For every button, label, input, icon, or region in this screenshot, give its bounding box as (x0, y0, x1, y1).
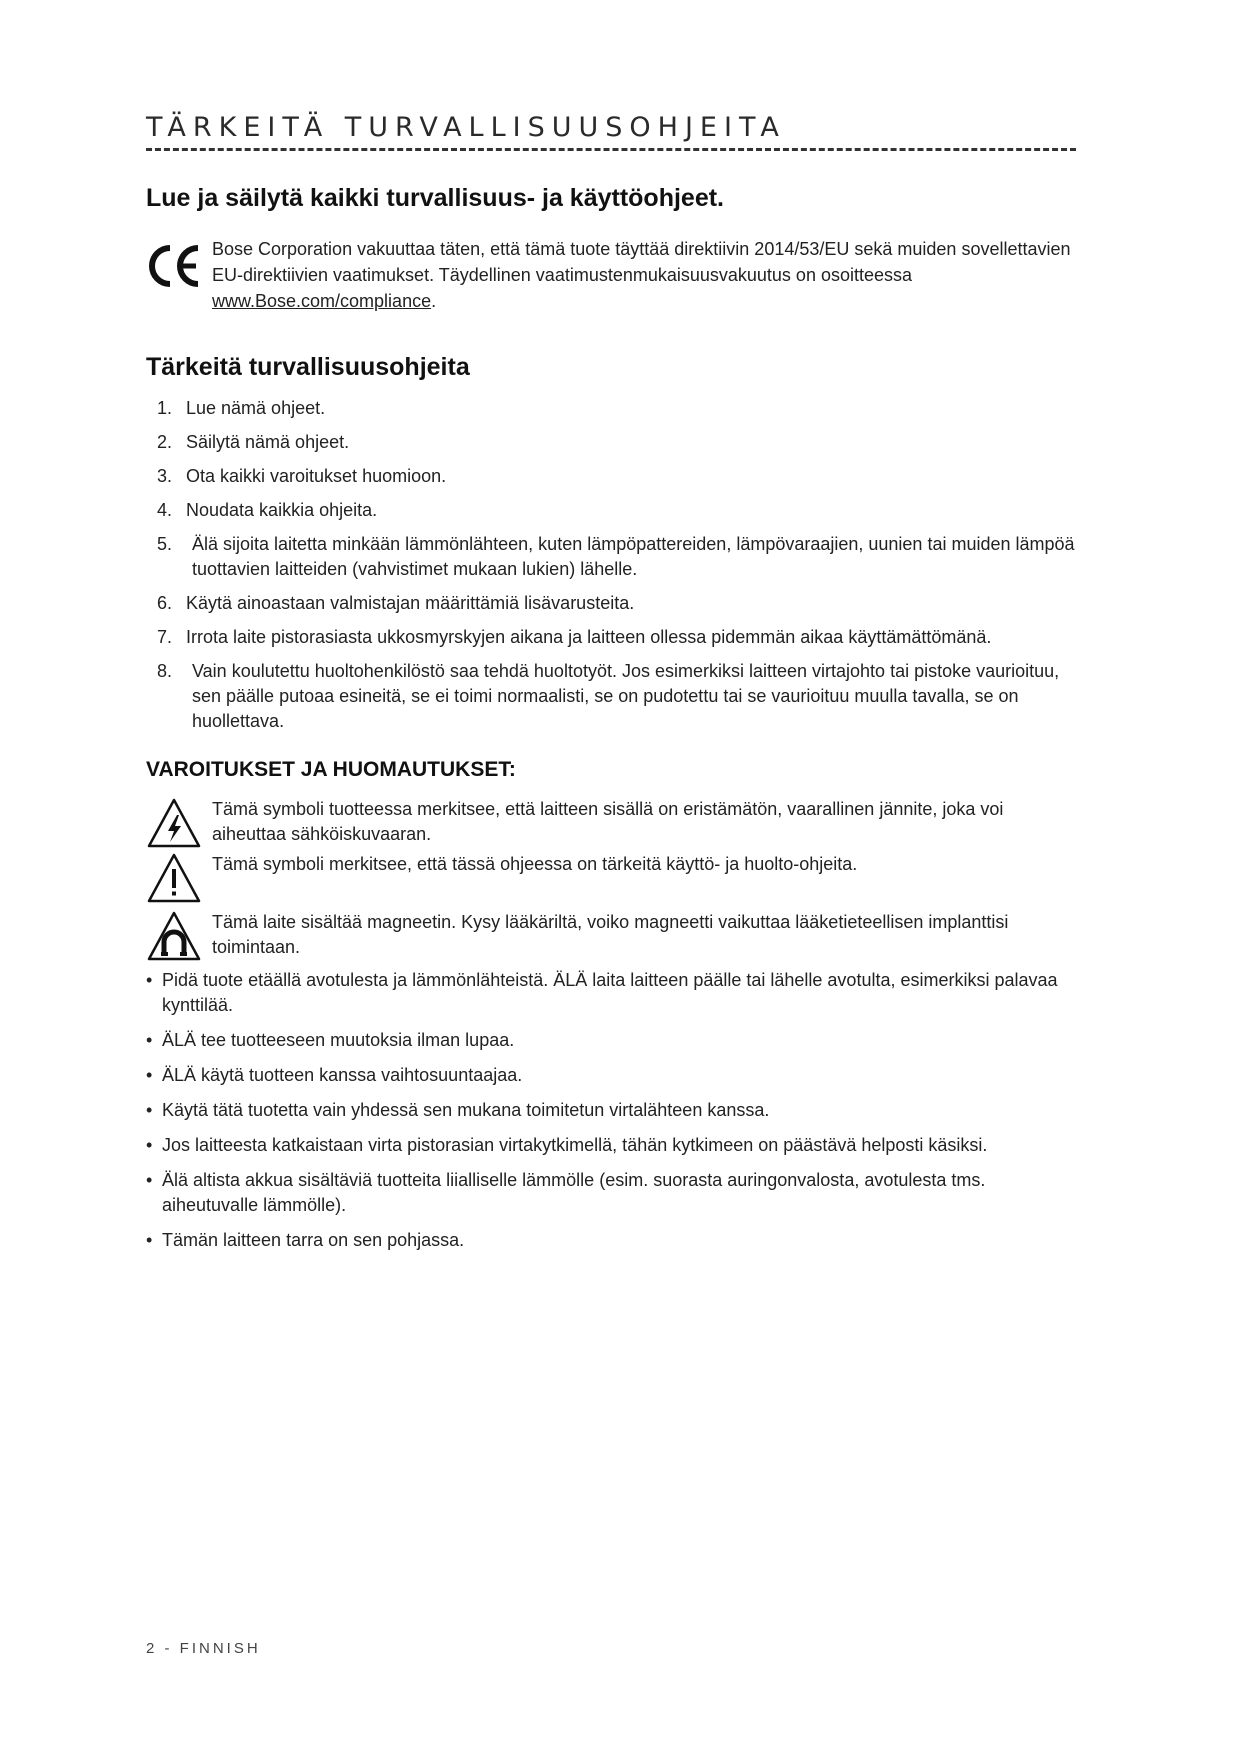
list-item (146, 430, 1076, 455)
warning-symbol-text: Tämä symboli merkitsee, että tässä ohjeessa on tärkeitä käyttö- ja huolto-ohjeita. (212, 854, 858, 874)
list-item-text: Pidä tuote etäällä avotulesta ja lämmönlähteistä. ÄLÄ laita laitteen päälle tai lähelle avotulta, esimerkiksi palavaa kynttilää. (162, 970, 1058, 1015)
list-item (146, 1098, 1076, 1123)
safety-instructions-list (146, 396, 1076, 743)
list-item-number: 6. (157, 593, 173, 613)
list-item (146, 1028, 1076, 1053)
list-item-text: Tämän laitteen tarra on sen pohjassa. (162, 1230, 465, 1250)
list-item-text: ÄLÄ käytä tuotteen kanssa vaihtosuuntaajaa. (162, 1065, 523, 1085)
bullet-marker: • (146, 1170, 153, 1190)
list-item (146, 532, 1076, 582)
list-item-text: Älä altista akkua sisältäviä tuotteita liialliselle lämmölle (esim. suorasta auringonvalosta, avotulesta tms. aiheutuvalle lämmölle). (162, 1170, 986, 1215)
list-item (146, 464, 1076, 489)
list-item-text: Älä sijoita laitetta minkään lämmönlähteen, kuten lämpöpattereiden, lämpövaraajien, uunien tai muiden lämpöä tuottavien laitteiden (vahvistimet mukaan lukien) lähelle. (192, 534, 1075, 579)
bullet-marker: • (146, 1030, 153, 1050)
magnet-warning-icon (146, 910, 202, 962)
title-divider (146, 148, 1076, 151)
list-item-text: Ota kaikki varoitukset huomioon. (186, 466, 447, 486)
list-item-text: Käytä tätä tuotetta vain yhdessä sen mukana toimitetun virtalähteen kanssa. (162, 1100, 770, 1120)
list-item-text: Irrota laite pistorasiasta ukkosmyrskyjen aikana ja laitteen ollessa pidemmän aikaa käyttämättömänä. (186, 627, 992, 647)
list-item-text: Vain koulutettu huoltohenkilöstö saa tehdä huoltotyöt. Jos esimerkiksi laitteen virtajohto tai pistoke vaurioituu, sen päälle putoaa esineitä, se ei toimi normaalisti, se on pudotettu tai se vaurioituu muulla tavalla, se on huollettava. (192, 661, 1060, 731)
list-item-text: Säilytä nämä ohjeet. (186, 432, 350, 452)
ce-declaration-text (212, 236, 1076, 314)
page-footer: 2 - FINNISH (146, 1640, 261, 1657)
list-item-text: Noudata kaikkia ohjeita. (186, 500, 378, 520)
list-item (146, 1063, 1076, 1088)
list-item (146, 968, 1076, 1018)
bullet-marker: • (146, 1230, 153, 1250)
list-item (146, 396, 1076, 421)
safety-heading: Tärkeitä turvallisuusohjeita (146, 353, 470, 381)
list-item-number: 5. (157, 534, 173, 554)
list-item (146, 1168, 1076, 1218)
warnings-heading: VAROITUKSET JA HUOMAUTUKSET: (146, 758, 516, 781)
list-item-text: ÄLÄ tee tuotteeseen muutoksia ilman lupaa. (162, 1030, 515, 1050)
list-item-number: 3. (157, 466, 173, 486)
list-item (146, 625, 1076, 650)
lightning-warning-icon (146, 797, 202, 849)
warning-symbol-text: Tämä laite sisältää magneetin. Kysy lääkäriltä, voiko magneetti vaikuttaa lääketieteellisen implanttisi toimintaan. (212, 912, 1009, 957)
list-item-text: Käytä ainoastaan valmistajan määrittämiä lisävarusteita. (186, 593, 635, 613)
warnings-bullet-list (146, 968, 1076, 1263)
ce-mark-icon (146, 240, 202, 292)
document-page (146, 0, 1076, 1754)
bullet-marker: • (146, 1065, 153, 1085)
list-item (146, 498, 1076, 523)
list-item-number: 7. (157, 627, 173, 647)
list-item-number: 1. (157, 398, 173, 418)
list-item-text: Lue nämä ohjeet. (186, 398, 326, 418)
list-item-number: 8. (157, 661, 173, 681)
list-item-text: Jos laitteesta katkaistaan virta pistorasian virtakytkimellä, tähän kytkimeen on päästävä helposti käsiksi. (162, 1135, 988, 1155)
compliance-link[interactable]: www.Bose.com/compliance (212, 291, 432, 311)
warning-symbol-text: Tämä symboli tuotteessa merkitsee, että laitteen sisällä on eristämätön, vaarallinen jännite, joka voi aiheuttaa sähköiskuvaaran. (212, 799, 1004, 844)
list-item (146, 1228, 1076, 1253)
list-item (146, 659, 1076, 734)
exclamation-warning-icon (146, 852, 202, 904)
bullet-marker: • (146, 1100, 153, 1120)
document-title: TÄRKEITÄ TURVALLISUUSOHJEITA (146, 112, 786, 143)
list-item (146, 1133, 1076, 1158)
ce-declaration-body: Bose Corporation vakuuttaa täten, että tämä tuote täyttää direktiivin 2014/53/EU sekä muiden sovellettavien EU-direktiivien vaatimukset. Täydellinen vaatimustenmukaisuusvakuutus on osoitteessa (212, 239, 1071, 285)
intro-heading: Lue ja säilytä kaikki turvallisuus- ja käyttöohjeet. (146, 184, 725, 212)
ce-link-suffix: . (431, 291, 437, 311)
bullet-marker: • (146, 970, 153, 990)
bullet-marker: • (146, 1135, 153, 1155)
list-item-number: 2. (157, 432, 173, 452)
list-item (146, 591, 1076, 616)
list-item-number: 4. (157, 500, 173, 520)
